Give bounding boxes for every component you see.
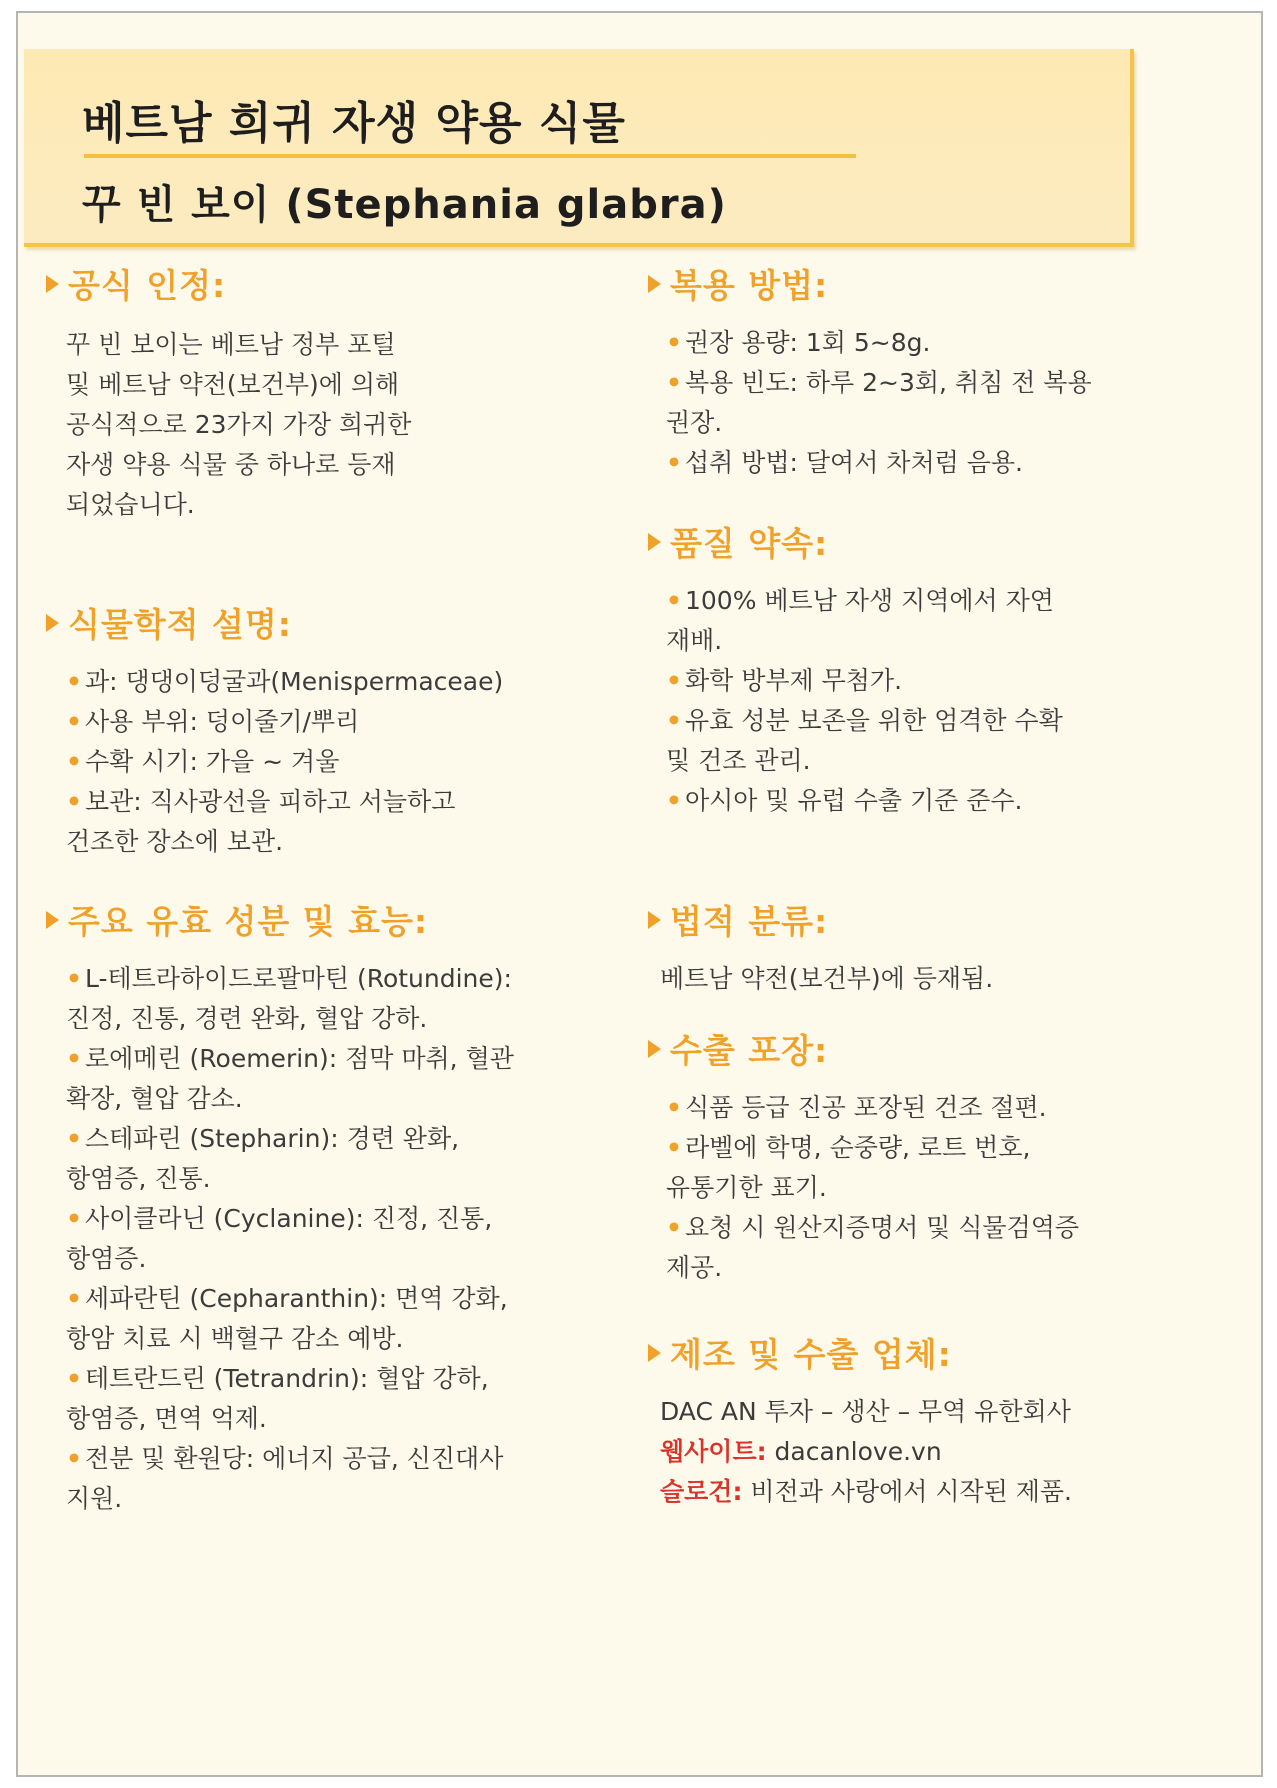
list-item: • 사용 부위: 덩이줄기/뿌리	[66, 707, 360, 736]
section-quality	[646, 518, 1063, 821]
dot-bullet-icon: •	[666, 706, 682, 735]
slogan-text: 비전과 사랑에서 시작된 제품.	[742, 1477, 1072, 1506]
triangle-bullet-icon	[648, 1344, 661, 1362]
list-item: • 100% 베트남 자생 지역에서 자연	[666, 586, 1054, 615]
dot-bullet-icon: •	[666, 1093, 682, 1122]
header-banner	[24, 49, 1134, 247]
section-heading: 품질 약속:	[670, 524, 829, 563]
website-link[interactable]: dacanlove.vn	[766, 1437, 942, 1466]
dot-bullet-icon: •	[66, 787, 82, 816]
text-line: 공식적으로 23가지 가장 희귀한	[66, 410, 412, 439]
list-item: • 스테파린 (Stepharin): 경련 완화,	[66, 1124, 460, 1153]
list-item: • L-테트라하이드로팔마틴 (Rotundine):	[66, 964, 512, 993]
section-body	[646, 1392, 1072, 1512]
text-line: 및 베트남 약전(보건부)에 의해	[66, 370, 400, 399]
list-item: • 복용 빈도: 하루 2~3회, 취침 전 복용	[666, 368, 1092, 397]
page-title: 베트남 희귀 자생 약용 식물	[82, 98, 626, 149]
dot-bullet-icon: •	[666, 786, 682, 815]
list-item: • 과: 댕댕이덩굴과(Menispermaceae)	[66, 667, 504, 696]
list-item: • 요청 시 원산지증명서 및 식물검역증	[666, 1213, 1080, 1242]
title-divider	[84, 154, 856, 158]
dot-bullet-icon: •	[666, 586, 682, 615]
text-line: 항염증, 진통.	[66, 1164, 211, 1193]
section-usage	[646, 260, 1092, 483]
triangle-bullet-icon	[648, 1040, 661, 1058]
section-body	[44, 662, 503, 862]
list-item: • 로에메린 (Roemerin): 점막 마취, 혈관	[66, 1044, 514, 1073]
text-line: 꾸 빈 보이는 베트남 정부 포털	[66, 330, 396, 359]
slogan-label: 슬로건:	[660, 1477, 743, 1506]
section-heading: 복용 방법:	[670, 266, 829, 305]
dot-bullet-icon: •	[66, 1124, 82, 1153]
text-line: 건조한 장소에 보관.	[66, 827, 284, 856]
dot-bullet-icon: •	[666, 1133, 682, 1162]
text-line: 권장.	[666, 408, 723, 437]
text-line: 항염증.	[66, 1244, 147, 1273]
section-legal	[646, 896, 993, 999]
section-manufacturer	[646, 1329, 1072, 1512]
triangle-bullet-icon	[648, 533, 661, 551]
list-item: • 섭취 방법: 달여서 차처럼 음용.	[666, 448, 1023, 477]
dot-bullet-icon: •	[66, 707, 82, 736]
section-packaging	[646, 1025, 1079, 1288]
list-item: • 유효 성분 보존을 위한 엄격한 수확	[666, 706, 1063, 735]
list-item: • 사이클라닌 (Cyclanine): 진정, 진통,	[66, 1204, 493, 1233]
dot-bullet-icon: •	[666, 1213, 682, 1242]
section-heading: 제조 및 수출 업체:	[670, 1335, 952, 1374]
text-line: 지원.	[66, 1484, 123, 1513]
section-body	[646, 1088, 1079, 1288]
dot-bullet-icon: •	[66, 964, 82, 993]
dot-bullet-icon: •	[66, 747, 82, 776]
section-heading: 공식 인정:	[68, 266, 227, 305]
slogan-line	[660, 1472, 1072, 1512]
text-line: 항염증, 면역 억제.	[66, 1404, 267, 1433]
dot-bullet-icon: •	[66, 1444, 82, 1473]
list-item: • 아시아 및 유럽 수출 기준 준수.	[666, 786, 1023, 815]
company-name: DAC AN 투자 – 생산 – 무역 유한회사	[660, 1397, 1071, 1426]
triangle-bullet-icon	[46, 614, 59, 632]
section-body	[646, 959, 993, 999]
triangle-bullet-icon	[648, 911, 661, 929]
list-item: • 전분 및 환원당: 에너지 공급, 신진대사	[66, 1444, 504, 1473]
dot-bullet-icon: •	[66, 1364, 82, 1393]
dot-bullet-icon: •	[66, 1044, 82, 1073]
text-line: 제공.	[666, 1253, 723, 1282]
list-item: • 화학 방부제 무첨가.	[666, 666, 903, 695]
section-heading: 수출 포장:	[670, 1031, 829, 1070]
dot-bullet-icon: •	[66, 667, 82, 696]
text-line: 자생 약용 식물 중 하나로 등재	[66, 450, 396, 479]
text-line: 유통기한 표기.	[666, 1173, 827, 1202]
text-line: 베트남 약전(보건부)에 등재됨.	[660, 964, 994, 993]
text-line: 확장, 혈압 감소.	[66, 1084, 243, 1113]
list-item: • 세파란틴 (Cepharanthin): 면역 강화,	[66, 1284, 508, 1313]
dot-bullet-icon: •	[66, 1284, 82, 1313]
section-body	[44, 959, 514, 1519]
triangle-bullet-icon	[46, 911, 59, 929]
dot-bullet-icon: •	[666, 328, 682, 357]
section-heading: 주요 유효 성분 및 효능:	[68, 902, 429, 941]
dot-bullet-icon: •	[666, 666, 682, 695]
website-label: 웹사이트:	[660, 1437, 767, 1466]
dot-bullet-icon: •	[66, 1204, 82, 1233]
section-heading: 법적 분류:	[670, 902, 829, 941]
list-item: • 수확 시기: 가을 ~ 겨울	[66, 747, 340, 776]
text-line: 및 건조 관리.	[666, 746, 811, 775]
triangle-bullet-icon	[46, 275, 59, 293]
list-item: • 보관: 직사광선을 피하고 서늘하고	[66, 787, 456, 816]
dot-bullet-icon: •	[666, 368, 682, 397]
triangle-bullet-icon	[648, 275, 661, 293]
dot-bullet-icon: •	[666, 448, 682, 477]
text-line: 진정, 진통, 경련 완화, 혈압 강하.	[66, 1004, 428, 1033]
page-subtitle: 꾸 빈 보이 (Stephania glabra)	[82, 182, 727, 228]
section-body	[646, 323, 1092, 483]
text-line: 항암 치료 시 백혈구 감소 예방.	[66, 1324, 404, 1353]
section-botanical	[44, 599, 503, 862]
section-heading: 식물학적 설명:	[68, 605, 292, 644]
text-line: 되었습니다.	[66, 490, 195, 519]
section-body	[646, 581, 1063, 821]
info-card	[16, 11, 1263, 1777]
website-line	[660, 1432, 1072, 1472]
text-line: 재배.	[666, 626, 723, 655]
list-item: • 권장 용량: 1회 5~8g.	[666, 328, 931, 357]
section-ingredients	[44, 896, 514, 1519]
section-official	[44, 260, 411, 525]
list-item: • 식품 등급 진공 포장된 건조 절편.	[666, 1093, 1047, 1122]
list-item: • 라벨에 학명, 순중량, 로트 번호,	[666, 1133, 1031, 1162]
section-body	[44, 325, 411, 525]
list-item: • 테트란드린 (Tetrandrin): 혈압 강하,	[66, 1364, 489, 1393]
